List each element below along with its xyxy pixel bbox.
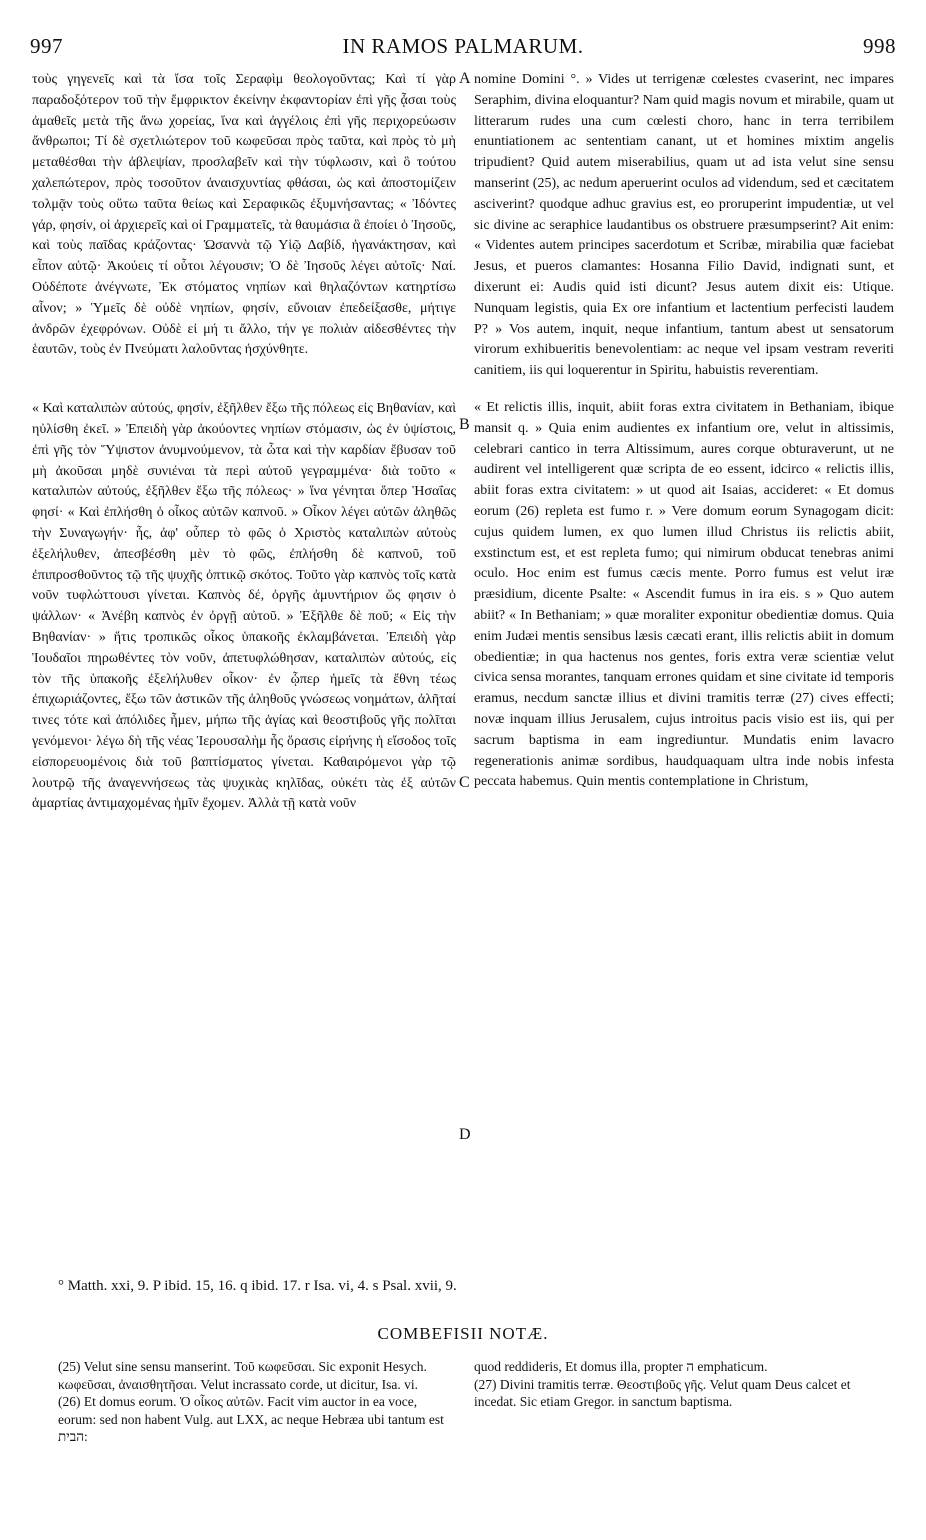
latin-paragraph-2: « Et relictis illis, inquit, abiit foras extra civitatem in Bethaniam, ibique mansit q. » Quia enim audientes ex infantium ore, velut in altissimis, celebrari cantico in terra Altissimum, aures corque obturaverunt, ut ne audirent vel intelligerent quæ scripta de eo essent, idcirco « relictis illis, abiit foras extra civitatem: » ut quod ait Isaias, accideret: « Et domus eorum (26) repleta est fumo r. » Vere domum eorum Synagogam dicit: cujus quidem lumen, ex quo lumen illud Christus iis relictis abiit, exstinctum est, et est repleta fumo; qui nimirum obducat tenebras animi oculo. Hoc enim est fumus cæcis mente. Porro fumus est velut iræ præsidium, dicente Psalte: « Ascendit fumus in ira eis. s » Quo autem abiit? « In Bethaniam; » quæ moraliter exponitur obedientiæ domus. Quia enim Judæi mentis sensibus læsis cæcati erant, illis relictis abiit in domum obedientiæ; in qua hactenus nos gentes, foris extra veræ scientiæ velut civica sensa morantes, tanquam errones quidam et sine civitate id temporis eramus, necdum sanctæ illius et divini tramitis terræ (27) cives effecti; novæ inquam illius Jerusalem, cujus introitus pacis visio est iis, qui per sacrum baptisma in eam ingrediuntur. Mundatis enim lavacro regenerationis animæ sordibus, haudquaquam ultra inde nobis infesta peccata habemus. Quin mentis contemplatione in Christum,: [474, 399, 894, 790]
greek-paragraph-1: τοὺς γηγενεῖς καὶ τὰ ἴσα τοῖς Σεραφὶμ θεολογοῦντας; Καὶ τί γὰρ παραδοξότερον τοῦ τὴν ἔμφρικτον ἐκείνην ἐκφαντορίαν ἐπὶ γῆς ᾆσαι τοὺς ἀμαθεῖς μετὰ τῆς ἄνω χορείας, ἵνα καὶ ἀγγέλοις ἐπὶ γῆς περιχορεύωσιν ἄνθρωποι; Τί δὲ σχετλιώτερον τοῦ κωφεῦσαι πρὸς ταῦτα, καὶ πρὸς τὸ μὴ μεταθέσθαι τὴν ἀβλεψίαν, προσλαβεῖν καὶ τὴν τύφλωσιν, καὶ ὃ τούτου χαλεπώτερον, πρὸς τοσοῦτον ἀναισχυντίας φθάσαι, ὡς καὶ ἀποστομίζειν τολμᾷν τοὺς οὕτω ταῦτα θείως καὶ Σεραφικῶς ἐξυμνήσαντας; « Ἰδόντες γάρ, φησίν, οἱ ἀρχιερεῖς καὶ οἱ Γραμματεῖς, τὰ θαυμάσια ἃ ἐποίει ὁ Ἰησοῦς, καὶ τοὺς παῖδας κράζοντας· Ὡσαννὰ τῷ Υἱῷ Δαβίδ, ἠγανάκτησαν, καὶ εἶπον αὐτῷ· Ἀκούεις τί οὗτοι λέγουσιν; Ὁ δὲ Ἰησοῦς λέγει αὐτοῖς· Ναί. Οὐδέποτε ἀνέγνωτε, Ἐκ στόματος νηπίων καὶ θηλαζόντων κατηρτίσω αἶνον; » Ὑμεῖς δὲ οὐδὲ νηπίων, φησίν, εὔνοιαν ἐπεδείξασθε, μήτιγε ἀνδρῶν ἐχεφρόνων. Οὐδὲ εἰ μή τι ἄλλο, τήν γε πολιὰν αἰδεσθέντες τὴν ἑαυτῶν, τοὺς ἐν Πνεύματι λαλοῦντας ἠσχύνθητε.: [32, 72, 456, 358]
running-title: IN RAMOS PALMARUM.: [342, 34, 584, 58]
margin-letter-b: B: [459, 416, 470, 433]
margin-letter-c: C: [459, 774, 470, 791]
running-header: [30, 34, 896, 64]
right-page-number: 998: [863, 34, 896, 58]
greek-column: [32, 70, 456, 815]
notes-left-column: [58, 1358, 458, 1446]
note-27: (27) Divini tramitis terræ. Θεοστιβοῦς γῆς. Velut quam Deus calcet et incedat. Sic etiam Gregor. in sanctum baptisma.: [474, 1376, 851, 1410]
margin-letter-d: D: [459, 1126, 471, 1143]
notes-right-column: [474, 1358, 896, 1411]
greek-paragraph-2: « Καὶ καταλιπὼν αὐτούς, φησίν, ἐξῆλθεν ἔξω τῆς πόλεως εἰς Βηθανίαν, καὶ ηὐλίσθη ἐκεῖ. » Ἐπειδὴ γὰρ ἀκούοντες νηπίων στόμασιν, ὡς ἐν ὑψίστοις, ἐπὶ γῆς τὸν Ὕψιστον ἀνυμνούμενον, τὰ ὦτα καὶ τὴν καρδίαν ἔβυσαν τοῦ μὴ ἀκοῦσαι μηδὲ συνιέναι τὰ περὶ αὐτοῦ γεγραμμένα· διὰ τοῦτο « καταλιπὼν αὐτούς, ἐξῆλθεν ἔξω τῆς πόλεως· » ἵνα γένηται ὅπερ Ἡσαΐας φησί· « Καὶ ἐπλήσθη ὁ οἶκος αὐτῶν καπνοῦ. » Οἶκον λέγει αὐτῶν ἀληθῶς τὴν Συναγωγήν· ἧς, ἀφ' οὗπερ τὸ φῶς ὁ Χριστὸς καταλιπὼν αὐτοὺς ἐξελήλυθεν, ἀπεσβέσθη μὲν τὸ φῶς, ἐπλήσθη δὲ καπνοῦ, τοῦ ἐπιπροσθοῦντος τῷ τῆς ψυχῆς ὀπτικῷ σκότος. Τοῦτο γὰρ καπνὸς τοῖς κατὰ νοῦν τυφλώττουσι γίνεται. Καπνὸς δέ, ὀργῆς ἀμυντήριον ὥς φησιν ὁ ψάλλων· « Ἀνέβη καπνὸς ἐν ὀργῇ αὐτοῦ. » Ἐξῆλθε δὲ ποῦ; « Εἰς τὴν Βηθανίαν· » ἥτις τροπικῶς οἶκος ὑπακοῆς ἐκλαμβάνεται. Ἐπειδὴ γὰρ Ἰουδαῖοι πηρωθέντες τὸν νοῦν, ἀπετυφλώθησαν, καταλιπὼν αὐτούς, εἰς τὸν τῆς ὑπακοῆς ἐξελήλυθεν οἶκον· ἐν ᾧπερ ἡμεῖς τὰ ἔθνη τέως ἐπιχωριάζοντες, ἔξω τῶν ἀστικῶν τῆς ἀληθοῦς γνώσεως νοημάτων, ἀλῆταί τινες τότε καὶ ἀπόλιδες ἦμεν, μήπω τῆς ἁγίας καὶ θεοστιβοῦς γῆς πολῖται γενόμενοι· λέγω δὴ τῆς νέας Ἱερουσαλὴμ ἧς ὅρασις εἰρήνης ἡ εἴσοδος τοῖς εἰσπορευομένοις διὰ τοῦ βαπτίσματος γίνεται. Καθαιρόμενοι γὰρ τῷ λουτρῷ τῆς ἀναγεννήσεως τὰς ψυχικὰς κηλῖδας, οὐκέτι τὰς ἐξ αὐτῶν ἁμαρτίας ἀντιμαχομένας ἡμῖν ἔχομεν. Ἀλλὰ τῇ κατὰ νοῦν: [32, 401, 456, 812]
note-25: (25) Velut sine sensu manserint. Τοῦ κωφεῦσαι. Sic exponit Hesych. κωφεῦσαι, ἀναισθητῆσαι. Velut incrassato corde, ut dicitur, Isa. vi.: [58, 1359, 427, 1392]
note-26-continued: quod reddideris, Et domus illa, propter ה emphaticum.: [474, 1359, 768, 1374]
notes-heading: COMBEFISII NOTÆ.: [377, 1324, 549, 1343]
latin-paragraph-1: nomine Domini °. » Vides ut terrigenæ cœlestes cvaserint, nec impares Seraphim, divina eloquantur? Nam quid magis novum et mirabile, quam ut litterarum rudes una cum cœlesti choro, hanc in terra terribilem enuntiationem ac sententiam canant, ut et homines mixtim angelis tripudient? Quid autem miserabilius, quam ut ad ista velut sine sensu manserint (25), ac nedum aperuerint oculos ad videndum, sed et cæcitatem asciverint? quodque adhuc gravius est, eo proruperint impudentiæ, ut vel sic divine ac seraphice laudantibus os obstruere præsumpserint? Ait enim: « Videntes autem principes sacerdotum et Scribæ, mirabilia quæ faciebat Jesus, et pueros clamantes: Hosanna Filio David, indignati sunt, et dixerunt ei: Audis quid isti dicunt? Jesus autem dixit eis: Utique. Nunquam legistis, quia Ex ore infantium et lactentium perfecisti laudem P? » Vos autem, inquit, neque infantium, tantum abest ut sensatorum virorum exhibueritis benevolentiam: ac neque vel ipsam vestram reveriti canitiem, iis qui loquerentur in Spiritu, habuistis reverentiam.: [474, 72, 894, 379]
left-page-number: 997: [30, 34, 63, 58]
margin-letter-a: A: [459, 70, 471, 87]
note-26: (26) Et domus eorum. Ὁ οἶκος αὐτῶν. Facit vim auctor in ea voce, eorum: sed non habent Vulg. aut LXX, ac neque Hebræa ubi tantum est הבית:: [58, 1394, 444, 1445]
latin-column: [474, 70, 894, 793]
scripture-references: ° Matth. xxi, 9. P ibid. 15, 16. q ibid. 17. r Isa. vi, 4. s Psal. xvii, 9.: [58, 1278, 457, 1294]
